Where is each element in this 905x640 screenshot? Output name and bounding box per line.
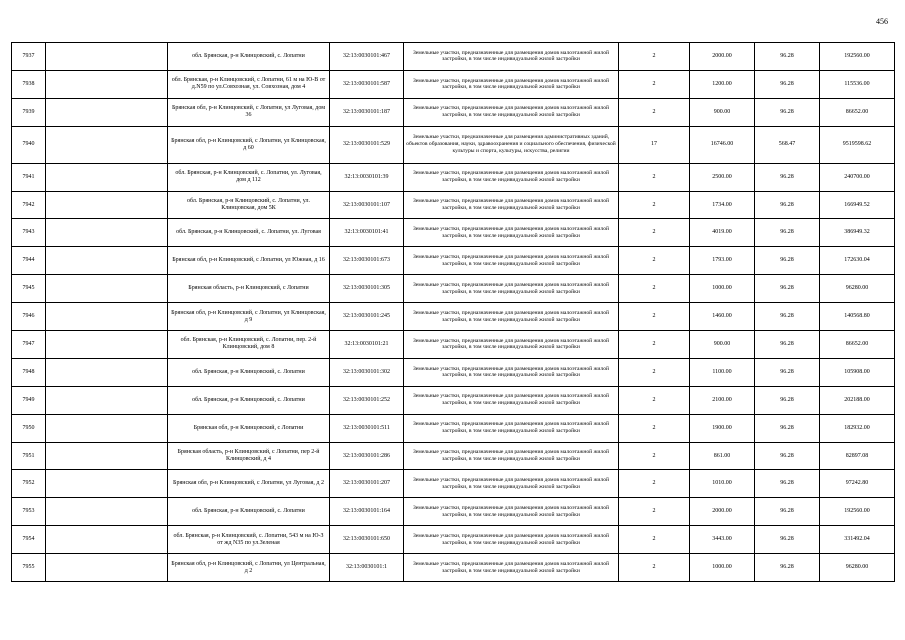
rate-cell: 96.28 bbox=[755, 498, 820, 526]
row-number-cell: 7937 bbox=[12, 43, 46, 71]
row-number-cell: 7949 bbox=[12, 386, 46, 414]
table-row bbox=[12, 470, 895, 498]
row-number-cell: 7950 bbox=[12, 414, 46, 442]
area-cell: 861.00 bbox=[690, 442, 755, 470]
land-use-cell: Земельные участки, предназначенные для размещения домов малоэтажной жилой застройки, в том числе индивидуальной жилой застройки bbox=[404, 498, 619, 526]
blank-cell bbox=[46, 331, 168, 359]
address-cell: Брянская обл, р-н Клинцовский, с Лопатни, ул Клинцовская, д 9 bbox=[168, 303, 330, 331]
cadastral-value-cell: 172630.04 bbox=[820, 247, 895, 275]
table-row bbox=[12, 414, 895, 442]
cadastral-value-cell: 386949.32 bbox=[820, 219, 895, 247]
land-use-cell: Земельные участки, предназначенные для размещения домов малоэтажной жилой застройки, в том числе индивидуальной жилой застройки bbox=[404, 442, 619, 470]
area-cell: 1200.00 bbox=[690, 70, 755, 98]
row-number-cell: 7938 bbox=[12, 70, 46, 98]
address-cell: Брянская обл, р-н Клинцовский, с Лопатни, ул Южная, д 16 bbox=[168, 247, 330, 275]
cadastral-number-cell: 32:13:0030101:252 bbox=[330, 386, 404, 414]
row-number-cell: 7942 bbox=[12, 191, 46, 219]
land-use-cell: Земельные участки, предназначенные для размещения домов малоэтажной жилой застройки, в том числе индивидуальной жилой застройки bbox=[404, 386, 619, 414]
land-use-cell: Земельные участки, предназначенные для размещения домов малоэтажной жилой застройки, в том числе индивидуальной жилой застройки bbox=[404, 526, 619, 554]
cadastral-number-cell: 32:13:0030101:529 bbox=[330, 126, 404, 163]
group-cell: 2 bbox=[619, 191, 690, 219]
group-cell: 2 bbox=[619, 470, 690, 498]
rate-cell: 568.47 bbox=[755, 126, 820, 163]
land-use-cell: Земельные участки, предназначенные для размещения домов малоэтажной жилой застройки, в том числе индивидуальной жилой застройки bbox=[404, 414, 619, 442]
cadastral-value-cell: 96280.00 bbox=[820, 275, 895, 303]
row-number-cell: 7954 bbox=[12, 526, 46, 554]
rate-cell: 96.28 bbox=[755, 526, 820, 554]
address-cell: Брянская обл, р-н Клинцовский, с Лопатни, ул Клинцовская, д 60 bbox=[168, 126, 330, 163]
row-number-cell: 7939 bbox=[12, 98, 46, 126]
area-cell: 1900.00 bbox=[690, 414, 755, 442]
blank-cell bbox=[46, 498, 168, 526]
area-cell: 2000.00 bbox=[690, 43, 755, 71]
land-use-cell: Земельные участки, предназначенные для размещения домов малоэтажной жилой застройки, в том числе индивидуальной жилой застройки bbox=[404, 70, 619, 98]
group-cell: 2 bbox=[619, 442, 690, 470]
row-number-cell: 7943 bbox=[12, 219, 46, 247]
address-cell: обл. Брянская, р-н Клинцовский, с. Лопатни bbox=[168, 498, 330, 526]
blank-cell bbox=[46, 526, 168, 554]
address-cell: обл. Брянская, р-н Клинцовский, с. Лопатни, 543 м на Ю-З от жд N35 по ул.Зеленая bbox=[168, 526, 330, 554]
cadastral-value-cell: 192560.00 bbox=[820, 498, 895, 526]
row-number-cell: 7952 bbox=[12, 470, 46, 498]
table-row bbox=[12, 358, 895, 386]
cadastral-number-cell: 32:13:0030101:511 bbox=[330, 414, 404, 442]
cadastral-number-cell: 32:13:0030101:587 bbox=[330, 70, 404, 98]
blank-cell bbox=[46, 442, 168, 470]
cadastral-value-cell: 182932.00 bbox=[820, 414, 895, 442]
table-row bbox=[12, 43, 895, 71]
rate-cell: 96.28 bbox=[755, 98, 820, 126]
blank-cell bbox=[46, 126, 168, 163]
area-cell: 1000.00 bbox=[690, 554, 755, 582]
blank-cell bbox=[46, 275, 168, 303]
cadastral-number-cell: 32:13:0030101:650 bbox=[330, 526, 404, 554]
address-cell: Брянская область, р-н Клинцовский, с Лопатни, пер 2-й Клинцовский, д 4 bbox=[168, 442, 330, 470]
rate-cell: 96.28 bbox=[755, 275, 820, 303]
row-number-cell: 7946 bbox=[12, 303, 46, 331]
table-row bbox=[12, 331, 895, 359]
group-cell: 2 bbox=[619, 247, 690, 275]
address-cell: Брянская обл, р-н Клинцовский, с Лопатни, ул Центральная, д 2 bbox=[168, 554, 330, 582]
blank-cell bbox=[46, 70, 168, 98]
rate-cell: 96.28 bbox=[755, 331, 820, 359]
group-cell: 2 bbox=[619, 414, 690, 442]
blank-cell bbox=[46, 386, 168, 414]
cadastral-number-cell: 32:13:0030101:207 bbox=[330, 470, 404, 498]
area-cell: 3443.00 bbox=[690, 526, 755, 554]
cadastral-number-cell: 32:13:0030101:107 bbox=[330, 191, 404, 219]
area-cell: 16746.00 bbox=[690, 126, 755, 163]
group-cell: 2 bbox=[619, 386, 690, 414]
rate-cell: 96.28 bbox=[755, 554, 820, 582]
address-cell: Брянская обл, р-н Клинцовский, с Лопатни bbox=[168, 414, 330, 442]
cadastral-number-cell: 32:13:0030101:39 bbox=[330, 163, 404, 191]
address-cell: Брянская область, р-н Клинцовский, с Лопатни bbox=[168, 275, 330, 303]
blank-cell bbox=[46, 98, 168, 126]
cadastral-value-cell: 115536.00 bbox=[820, 70, 895, 98]
rate-cell: 96.28 bbox=[755, 43, 820, 71]
group-cell: 2 bbox=[619, 219, 690, 247]
land-use-cell: Земельные участки, предназначенные для размещения домов малоэтажной жилой застройки, в том числе индивидуальной жилой застройки bbox=[404, 247, 619, 275]
rate-cell: 96.28 bbox=[755, 358, 820, 386]
rate-cell: 96.28 bbox=[755, 191, 820, 219]
table-row bbox=[12, 247, 895, 275]
area-cell: 4019.00 bbox=[690, 219, 755, 247]
cadastral-value-cell: 82897.08 bbox=[820, 442, 895, 470]
cadastral-number-cell: 32:13:0030101:1 bbox=[330, 554, 404, 582]
cadastral-value-cell: 96280.00 bbox=[820, 554, 895, 582]
area-cell: 1100.00 bbox=[690, 358, 755, 386]
blank-cell bbox=[46, 247, 168, 275]
group-cell: 2 bbox=[619, 358, 690, 386]
land-use-cell: Земельные участки, предназначенные для размещения домов малоэтажной жилой застройки, в том числе индивидуальной жилой застройки bbox=[404, 163, 619, 191]
cadastral-value-cell: 86652.00 bbox=[820, 98, 895, 126]
group-cell: 2 bbox=[619, 98, 690, 126]
address-cell: обл. Брянская, р-н Клинцовский, с. Лопатни, ул. Луговая, дом д 112 bbox=[168, 163, 330, 191]
land-use-cell: Земельные участки, предназначенные для размещения домов малоэтажной жилой застройки, в том числе индивидуальной жилой застройки bbox=[404, 358, 619, 386]
address-cell: обл. Брянская, р-н Клинцовский, с. Лопатни bbox=[168, 386, 330, 414]
cadastral-value-cell: 105908.00 bbox=[820, 358, 895, 386]
rate-cell: 96.28 bbox=[755, 303, 820, 331]
table-row bbox=[12, 98, 895, 126]
area-cell: 2000.00 bbox=[690, 498, 755, 526]
row-number-cell: 7941 bbox=[12, 163, 46, 191]
cadastral-value-cell: 192560.00 bbox=[820, 43, 895, 71]
rate-cell: 96.28 bbox=[755, 219, 820, 247]
area-cell: 1460.00 bbox=[690, 303, 755, 331]
rate-cell: 96.28 bbox=[755, 442, 820, 470]
rate-cell: 96.28 bbox=[755, 414, 820, 442]
rate-cell: 96.28 bbox=[755, 163, 820, 191]
blank-cell bbox=[46, 470, 168, 498]
table-row bbox=[12, 498, 895, 526]
blank-cell bbox=[46, 219, 168, 247]
address-cell: Брянская обл, р-н Клинцовский, с Лопатни, ул Луговая, дом 36 bbox=[168, 98, 330, 126]
cadastral-number-cell: 32:13:0030101:187 bbox=[330, 98, 404, 126]
area-cell: 1734.00 bbox=[690, 191, 755, 219]
address-cell: обл. Брянская, р-н Клинцовский, с. Лопатни, ул. Клинцовская, дом 5К bbox=[168, 191, 330, 219]
cadastral-value-cell: 9519598.62 bbox=[820, 126, 895, 163]
cadastral-value-cell: 166949.52 bbox=[820, 191, 895, 219]
row-number-cell: 7940 bbox=[12, 126, 46, 163]
cadastral-number-cell: 32:13:0030101:673 bbox=[330, 247, 404, 275]
cadastral-number-cell: 32:13:0030101:302 bbox=[330, 358, 404, 386]
area-cell: 1793.00 bbox=[690, 247, 755, 275]
rate-cell: 96.28 bbox=[755, 470, 820, 498]
table-row bbox=[12, 219, 895, 247]
group-cell: 17 bbox=[619, 126, 690, 163]
table-row bbox=[12, 554, 895, 582]
row-number-cell: 7948 bbox=[12, 358, 46, 386]
blank-cell bbox=[46, 303, 168, 331]
table-row bbox=[12, 191, 895, 219]
land-use-cell: Земельные участки, предназначенные для размещения домов малоэтажной жилой застройки, в том числе индивидуальной жилой застройки bbox=[404, 98, 619, 126]
blank-cell bbox=[46, 414, 168, 442]
cadastral-number-cell: 32:13:0030101:286 bbox=[330, 442, 404, 470]
page-number: 456 bbox=[876, 17, 888, 26]
address-cell: обл. Брянская, р-н Клинцовский, с Лопатни, 61 м на Ю-В от д.N59 по ул.Совхозная, ул. Совхозная, дом 4 bbox=[168, 70, 330, 98]
group-cell: 2 bbox=[619, 498, 690, 526]
land-use-cell: Земельные участки, предназначенные для размещения домов малоэтажной жилой застройки, в том числе индивидуальной жилой застройки bbox=[404, 303, 619, 331]
cadastral-value-cell: 86652.00 bbox=[820, 331, 895, 359]
land-registry-table bbox=[11, 42, 895, 582]
address-cell: обл. Брянская, р-н Клинцовский, с. Лопатни bbox=[168, 358, 330, 386]
cadastral-number-cell: 32:13:0030101:164 bbox=[330, 498, 404, 526]
row-number-cell: 7947 bbox=[12, 331, 46, 359]
group-cell: 2 bbox=[619, 43, 690, 71]
cadastral-value-cell: 97242.80 bbox=[820, 470, 895, 498]
area-cell: 1000.00 bbox=[690, 275, 755, 303]
area-cell: 2500.00 bbox=[690, 163, 755, 191]
cadastral-number-cell: 32:13:0030101:245 bbox=[330, 303, 404, 331]
blank-cell bbox=[46, 43, 168, 71]
blank-cell bbox=[46, 554, 168, 582]
blank-cell bbox=[46, 358, 168, 386]
group-cell: 2 bbox=[619, 163, 690, 191]
row-number-cell: 7951 bbox=[12, 442, 46, 470]
table-row bbox=[12, 303, 895, 331]
area-cell: 900.00 bbox=[690, 98, 755, 126]
cadastral-number-cell: 32:13:0030101:21 bbox=[330, 331, 404, 359]
group-cell: 2 bbox=[619, 275, 690, 303]
land-use-cell: Земельные участки, предназначенные для размещения домов малоэтажной жилой застройки, в том числе индивидуальной жилой застройки bbox=[404, 219, 619, 247]
table-row bbox=[12, 275, 895, 303]
land-use-cell: Земельные участки, предназначенные для размещения домов малоэтажной жилой застройки, в том числе индивидуальной жилой застройки bbox=[404, 470, 619, 498]
table-row bbox=[12, 386, 895, 414]
cadastral-number-cell: 32:13:0030101:467 bbox=[330, 43, 404, 71]
rate-cell: 96.28 bbox=[755, 70, 820, 98]
address-cell: обл. Брянская, р-н Клинцовский, с. Лопатни, пер. 2-й Клинцовский, дом 8 bbox=[168, 331, 330, 359]
table-row bbox=[12, 70, 895, 98]
address-cell: обл. Брянская, р-н Клинцовский, с. Лопатни bbox=[168, 43, 330, 71]
row-number-cell: 7945 bbox=[12, 275, 46, 303]
land-use-cell: Земельные участки, предназначенные для размещения домов малоэтажной жилой застройки, в том числе индивидуальной жилой застройки bbox=[404, 554, 619, 582]
land-use-cell: Земельные участки, предназначенные для размещения домов малоэтажной жилой застройки, в том числе индивидуальной жилой застройки bbox=[404, 43, 619, 71]
group-cell: 2 bbox=[619, 70, 690, 98]
group-cell: 2 bbox=[619, 526, 690, 554]
table-row bbox=[12, 163, 895, 191]
row-number-cell: 7953 bbox=[12, 498, 46, 526]
rate-cell: 96.28 bbox=[755, 247, 820, 275]
area-cell: 900.00 bbox=[690, 331, 755, 359]
land-use-cell: Земельные участки, предназначенные для размещения административных зданий, объектов образования, науки, здравоохранения и социального обеспечения, физической культуры и спорта, культуры, искусства, религии bbox=[404, 126, 619, 163]
cadastral-value-cell: 240700.00 bbox=[820, 163, 895, 191]
land-use-cell: Земельные участки, предназначенные для размещения домов малоэтажной жилой застройки, в том числе индивидуальной жилой застройки bbox=[404, 275, 619, 303]
land-use-cell: Земельные участки, предназначенные для размещения домов малоэтажной жилой застройки, в том числе индивидуальной жилой застройки bbox=[404, 191, 619, 219]
blank-cell bbox=[46, 163, 168, 191]
table-row bbox=[12, 526, 895, 554]
area-cell: 1010.00 bbox=[690, 470, 755, 498]
row-number-cell: 7944 bbox=[12, 247, 46, 275]
cadastral-number-cell: 32:13:0030101:41 bbox=[330, 219, 404, 247]
cadastral-value-cell: 140568.80 bbox=[820, 303, 895, 331]
table-row bbox=[12, 126, 895, 163]
address-cell: Брянская обл, р-н Клинцовский, с Лопатни, ул Луговая, д 2 bbox=[168, 470, 330, 498]
land-use-cell: Земельные участки, предназначенные для размещения домов малоэтажной жилой застройки, в том числе индивидуальной жилой застройки bbox=[404, 331, 619, 359]
row-number-cell: 7955 bbox=[12, 554, 46, 582]
group-cell: 2 bbox=[619, 554, 690, 582]
group-cell: 2 bbox=[619, 331, 690, 359]
address-cell: обл. Брянская, р-н Клинцовский, с. Лопатни, ул. Луговая bbox=[168, 219, 330, 247]
rate-cell: 96.28 bbox=[755, 386, 820, 414]
area-cell: 2100.00 bbox=[690, 386, 755, 414]
table-row bbox=[12, 442, 895, 470]
cadastral-value-cell: 202188.00 bbox=[820, 386, 895, 414]
group-cell: 2 bbox=[619, 303, 690, 331]
cadastral-value-cell: 331492.04 bbox=[820, 526, 895, 554]
blank-cell bbox=[46, 191, 168, 219]
cadastral-number-cell: 32:13:0030101:305 bbox=[330, 275, 404, 303]
